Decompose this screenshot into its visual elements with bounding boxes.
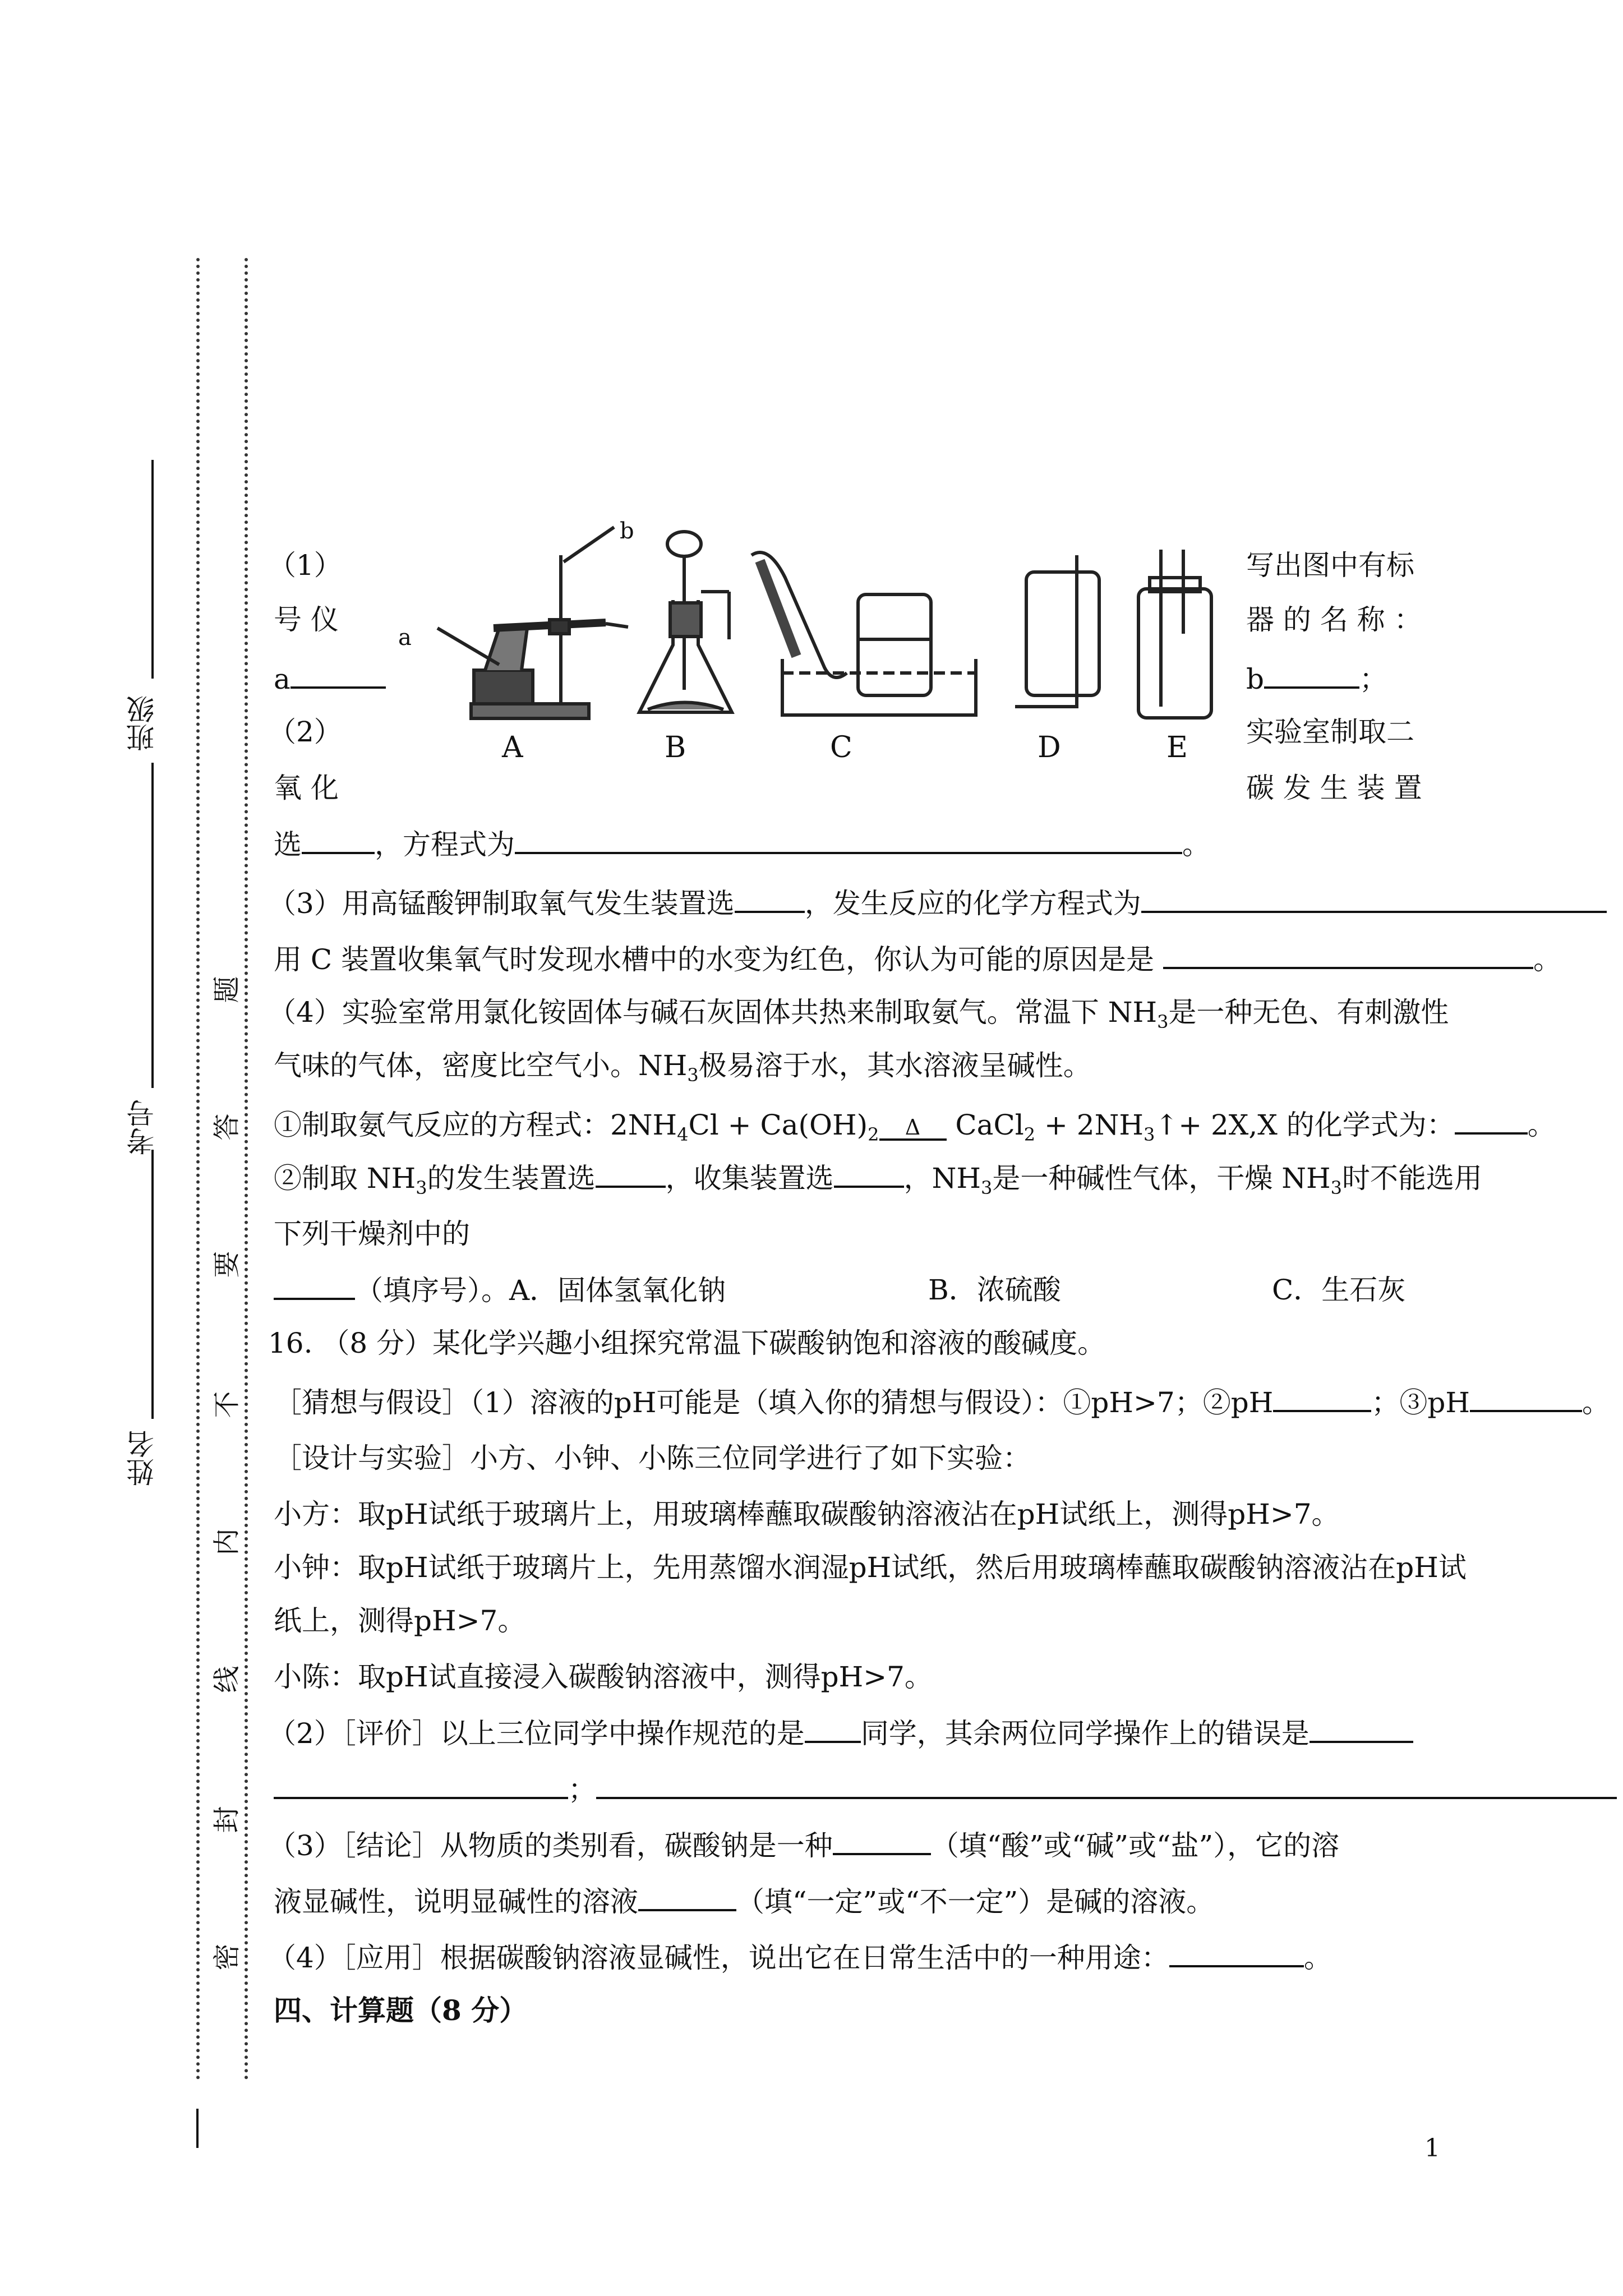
pointer-b: b xyxy=(620,518,634,544)
page-number: 1 xyxy=(1424,2134,1440,2163)
q16-conclusion-1: （3）［结论］从物质的类别看，碳酸钠是一种 （填“酸”或“碱”或“盐”），它的溶 xyxy=(268,1829,1340,1862)
q15-right-4: 实验室制取二 xyxy=(1246,716,1414,748)
seal-char: 不 xyxy=(211,1391,243,1418)
binding-dotted-line-inner xyxy=(245,258,248,2081)
seal-char: 答 xyxy=(211,1113,243,1141)
seal-char: 封 xyxy=(211,1806,243,1833)
apparatus-figure xyxy=(398,518,1223,774)
q15-left-2: 号 仪 xyxy=(274,603,339,636)
ph-guess-2-blank[interactable] xyxy=(1273,1385,1371,1412)
certainty-blank[interactable] xyxy=(638,1884,736,1911)
co2-equation-blank[interactable] xyxy=(515,827,1182,854)
correct-student-blank[interactable] xyxy=(805,1716,861,1743)
q15-left-5: 氧 化 xyxy=(274,772,339,804)
seal-char: 线 xyxy=(211,1666,243,1693)
q16-design: ［设计与实验］小方、小钟、小陈三位同学进行了如下实验： xyxy=(274,1442,1031,1474)
q16-xiaozhong-1: 小钟：取pH试纸于玻璃片上，先用蒸馏水润湿pH试纸，然后用玻璃棒蘸取碳酸钠溶液沾在pH试 xyxy=(274,1551,1467,1584)
use-blank[interactable] xyxy=(1169,1940,1304,1967)
seal-char: 要 xyxy=(211,1251,243,1278)
error-blank-2[interactable] xyxy=(274,1772,568,1799)
x-formula-blank[interactable] xyxy=(1455,1108,1528,1135)
q15-right-1: 写出图中有标 xyxy=(1246,549,1414,582)
drying-agent-blank[interactable] xyxy=(274,1273,355,1300)
seal-char: 内 xyxy=(211,1528,243,1556)
o2-device-blank[interactable] xyxy=(735,886,805,913)
q15-left-3: a xyxy=(274,662,386,696)
q15-right-5: 碳 发 生 装 置 xyxy=(1246,772,1422,804)
class-label: 班级 xyxy=(126,695,159,751)
q16-title: 16. （8 分）某化学兴趣小组探究常温下碳酸钠饱和溶液的酸碱度。 xyxy=(268,1327,1106,1359)
heat-condition: Δ xyxy=(879,1114,947,1141)
error-blank-1[interactable] xyxy=(1310,1716,1413,1743)
binding-dotted-line-outer xyxy=(196,258,200,2081)
q16-eval-1: （2）［评价］以上三位同学中操作规范的是 同学，其余两位同学操作上的错误是 xyxy=(268,1716,1413,1750)
q16-conclusion-2: 液显碱性，说明显碱性的溶液 （填“一定”或“不一定”）是碱的溶液。 xyxy=(274,1885,1215,1918)
q15-p4-line2: 气味的气体，密度比空气小。$NH_3$极易溶于水，其水溶液呈碱性。 xyxy=(274,1049,1091,1086)
exam-no-blank xyxy=(151,763,154,1088)
stand-base xyxy=(471,704,589,718)
label-E: E xyxy=(1166,731,1188,764)
nh3-generator-blank[interactable] xyxy=(596,1161,666,1188)
q15-p4-line1: （4）实验室常用氯化铵固体与碱石灰固体共热来制取氨气。常温下 $NH_3$是一种无色、有刺激性 xyxy=(268,996,1449,1032)
label-D: D xyxy=(1038,731,1061,764)
q15-right-2: 器 的 名 称 ： xyxy=(1246,603,1422,636)
q15-p4-equation: ①制取氨气反应的方程式：$2NH_4Cl + Ca(OH)_2$ Δ CaCl$_2$ + $2NH_3↑+ 2X,X$ 的化学式为： 。 xyxy=(274,1109,1556,1145)
q15-p4-line4: ②制取 $NH_3$的发生装置选 ，收集装置选 ，$NH_3$是一种碱性气体，干燥 $NH_3$时不能选用 xyxy=(274,1162,1482,1198)
q15-p3-line2: 用 C 装置收集氧气时发现水槽中的水变为红色，你认为可能的原因是是 。 xyxy=(274,943,1561,976)
q15-option-b: B．浓硫酸 xyxy=(928,1274,1061,1306)
o2-equation-blank[interactable] xyxy=(1141,886,1607,913)
pointer-a-line xyxy=(437,628,499,665)
alcohol-lamp xyxy=(474,670,533,704)
q16-xiaofang: 小方：取pH试纸于玻璃片上，用玻璃棒蘸取碳酸钠溶液沾在pH试纸上，测得pH>7。 xyxy=(274,1498,1340,1530)
q15-option-c: C．生石灰 xyxy=(1272,1274,1406,1306)
q15-left-1: （1） xyxy=(268,549,342,582)
label-A: A xyxy=(502,731,523,764)
blank-b[interactable] xyxy=(1264,662,1359,689)
q16-eval-2: ； xyxy=(274,1772,1617,1806)
pointer-b-line xyxy=(564,527,614,562)
q16-xiaozhong-2: 纸上，测得pH>7。 xyxy=(274,1605,526,1637)
q16-xiaochen: 小陈：取pH试直接浸入碳酸钠溶液中，测得pH>7。 xyxy=(274,1661,933,1693)
seal-char: 题 xyxy=(211,976,243,1003)
nh3-collector-blank[interactable] xyxy=(834,1161,904,1188)
q15-p4-line5: 下列干燥剂中的 xyxy=(274,1218,470,1250)
margin-mark xyxy=(196,2109,199,2148)
name-blank xyxy=(151,1150,154,1419)
exam-no-label: 考号 xyxy=(126,1099,159,1155)
q15-p3-line1: （3）用高锰酸钾制取氧气发生装置选 ，发生反应的化学方程式为 xyxy=(268,886,1607,920)
q15-right-3: b ； xyxy=(1246,663,1388,695)
name-label: 姓名 xyxy=(126,1430,159,1486)
q16-guess: ［猜想与假设］（1）溶液的pH可能是（填入你的猜想与假设）：①pH>7；②pH ；③pH 。 xyxy=(274,1386,1610,1419)
class-blank xyxy=(151,460,154,679)
pointer-a: a xyxy=(398,625,412,651)
substance-class-blank[interactable] xyxy=(833,1828,931,1855)
q15-p2-line: 选 ，方程式为 。 xyxy=(274,828,1210,861)
red-water-reason-blank[interactable] xyxy=(1163,942,1533,969)
seal-char: 密 xyxy=(211,1943,243,1971)
ph-guess-3-blank[interactable] xyxy=(1470,1385,1582,1412)
q16-application: （4）［应用］根据碳酸钠溶液显碱性，说出它在日常生活中的一种用途： 。 xyxy=(268,1942,1332,1974)
label-B: B xyxy=(665,731,686,764)
blank-a[interactable] xyxy=(291,662,386,689)
error-blank-3[interactable] xyxy=(596,1772,1617,1799)
q15-p4-line6: （填序号）。A．固体氢氧化钠 xyxy=(274,1273,726,1307)
co2-device-blank[interactable] xyxy=(302,827,375,854)
q15-left-4: （2） xyxy=(268,716,342,748)
label-C: C xyxy=(830,731,852,764)
section-4-heading: 四、计算题（8 分） xyxy=(274,1994,528,2027)
